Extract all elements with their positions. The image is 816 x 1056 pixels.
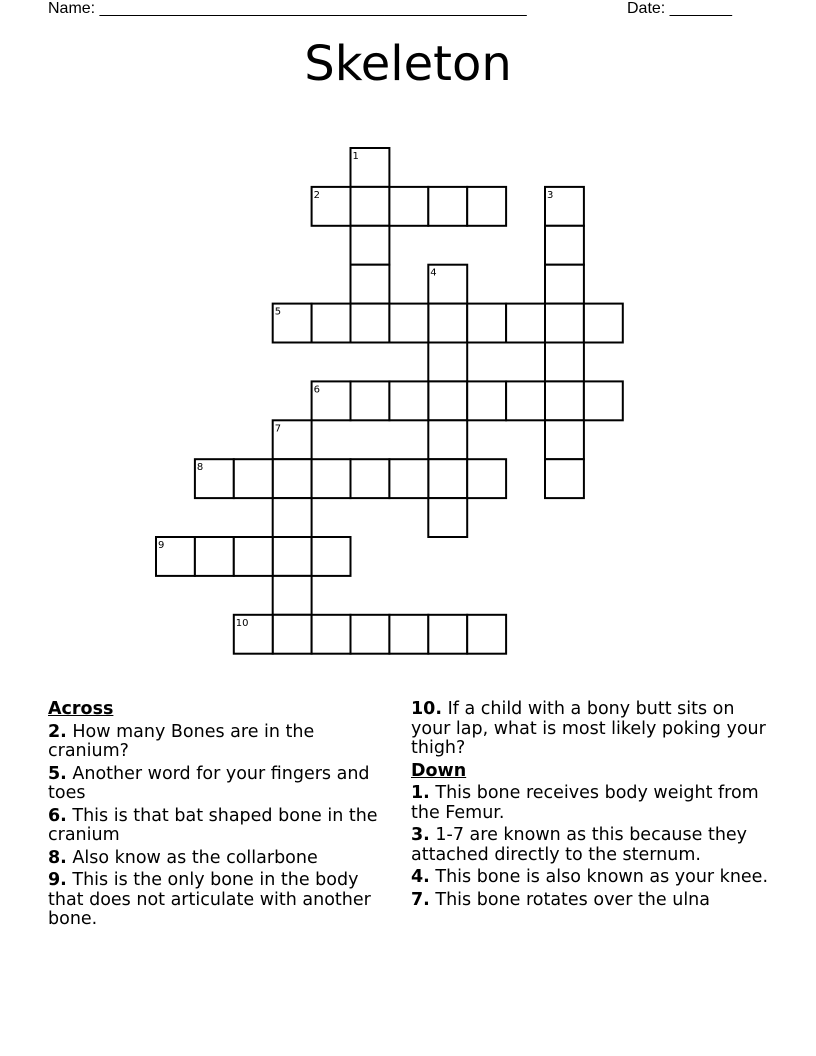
crossword-cell[interactable] [545, 420, 584, 459]
crossword-cell[interactable] [234, 459, 273, 498]
clue-down-1 [411, 784, 771, 823]
cell-number-label: 2 [313, 189, 320, 201]
clue-number: 9. [48, 870, 67, 890]
crossword-cell[interactable] [428, 265, 467, 304]
crossword-cell[interactable] [234, 537, 273, 576]
across-heading: Across [48, 699, 114, 719]
crossword-cell[interactable] [545, 187, 584, 226]
date-field-label[interactable]: Date: _______ [627, 0, 732, 17]
header [48, 0, 748, 20]
crossword-cell[interactable] [195, 537, 234, 576]
crossword-cell[interactable] [312, 459, 351, 498]
clue-down-7 [411, 891, 771, 911]
crossword-cell[interactable] [273, 459, 312, 498]
clue-number: 8. [48, 847, 67, 868]
crossword-cell[interactable] [545, 265, 584, 304]
clue-number: 10. [411, 699, 443, 719]
clue-across-8 [48, 849, 393, 869]
crossword-cell[interactable] [506, 304, 545, 343]
crossword-cell[interactable] [506, 381, 545, 420]
cell-number-label: 4 [430, 267, 437, 279]
clue-number: 4. [411, 867, 430, 887]
cell-number-label: 1 [352, 151, 359, 162]
crossword-cell[interactable] [351, 226, 390, 265]
crossword-cell[interactable] [351, 187, 390, 226]
crossword-cell[interactable] [428, 187, 467, 226]
crossword-cell[interactable] [351, 381, 390, 420]
clue-text: This is that bat shaped bone in the cranium [48, 805, 378, 845]
cell-number-label: 5 [274, 306, 282, 318]
crossword-cell[interactable] [428, 459, 467, 498]
cell-number-label: 8 [196, 462, 204, 474]
crossword-cell[interactable] [351, 265, 390, 304]
crossword-cell[interactable] [273, 615, 312, 654]
crossword-cell[interactable] [467, 459, 506, 498]
clue-number: 1. [411, 783, 430, 803]
crossword-cell[interactable] [351, 304, 390, 343]
crossword-cell[interactable] [273, 576, 312, 615]
crossword-cell[interactable] [428, 304, 467, 343]
crossword-cell[interactable] [545, 226, 584, 265]
cell-number-label: 6 [313, 384, 320, 396]
crossword-cell[interactable] [351, 615, 390, 654]
clue-text: This bone rotates over the ulna [429, 889, 710, 910]
cell-number-label: 9 [158, 540, 165, 551]
crossword-cell[interactable] [428, 381, 467, 420]
crossword-cell[interactable] [389, 187, 428, 226]
clue-down-4 [411, 868, 771, 888]
crossword-cell[interactable] [234, 615, 273, 654]
crossword-cell[interactable] [467, 304, 506, 343]
crossword-cell[interactable] [273, 304, 312, 343]
crossword-cell[interactable] [312, 304, 351, 343]
crossword-cell[interactable] [584, 381, 623, 420]
page-title: Skeleton [304, 36, 512, 92]
clue-number: 2. [48, 721, 67, 742]
crossword-cell[interactable] [389, 381, 428, 420]
clue-across-9 [48, 871, 393, 930]
name-field-label[interactable]: Name: ________________________________________________ [48, 0, 527, 17]
crossword-cell[interactable] [273, 420, 312, 459]
crossword-cell[interactable] [156, 537, 195, 576]
crossword-cell[interactable] [467, 381, 506, 420]
clue-text: Also know as the collarbone [66, 847, 318, 868]
crossword-cell[interactable] [312, 537, 351, 576]
clue-down-3 [411, 826, 771, 865]
crossword-cell[interactable] [545, 381, 584, 420]
clue-number: 7. [411, 889, 430, 910]
cell-number-label: 3 [547, 189, 554, 201]
crossword-cell[interactable] [428, 498, 467, 537]
clue-across-2 [48, 723, 393, 762]
cell-number-label: 10 [235, 617, 249, 629]
crossword-cell[interactable] [428, 343, 467, 382]
down-heading: Down [411, 760, 467, 781]
clue-text: This bone is also known as your knee. [429, 867, 769, 887]
clue-across-6 [48, 807, 393, 846]
clue-across-10 [411, 700, 771, 759]
clues-left-column [48, 700, 393, 933]
crossword-cell[interactable] [351, 148, 390, 187]
clue-number: 5. [48, 763, 67, 784]
crossword-cell[interactable] [312, 615, 351, 654]
clue-text: 1-7 are known as this because they attached directly to the sternum. [411, 825, 748, 865]
crossword-cell[interactable] [545, 304, 584, 343]
crossword-cell[interactable] [389, 304, 428, 343]
clue-text: Another word for your fingers and toes [48, 763, 370, 803]
crossword-cell[interactable] [584, 304, 623, 343]
crossword-cell[interactable] [428, 420, 467, 459]
clue-number: 3. [411, 825, 430, 845]
clues-right-column [411, 700, 771, 913]
crossword-cell[interactable] [389, 615, 428, 654]
crossword-cell[interactable] [273, 537, 312, 576]
clue-number: 6. [48, 805, 67, 826]
crossword-cell[interactable] [195, 459, 234, 498]
crossword-cell[interactable] [389, 459, 428, 498]
crossword-cell[interactable] [351, 459, 390, 498]
clue-text: How many Bones are in the cranium? [48, 721, 315, 761]
clue-text: This is the only bone in the body that does not articulate with another bone. [48, 870, 371, 929]
cell-number-label: 7 [274, 423, 282, 435]
crossword-cell[interactable] [467, 187, 506, 226]
clue-text: If a child with a bony butt sits on your lap, what is most likely poking your thigh? [411, 699, 766, 758]
crossword-cell[interactable] [312, 381, 351, 420]
crossword-cell[interactable] [545, 343, 584, 382]
crossword-cell[interactable] [273, 498, 312, 537]
crossword-cell[interactable] [545, 459, 584, 498]
crossword-cell[interactable] [428, 615, 467, 654]
crossword-cell[interactable] [312, 187, 351, 226]
crossword-cell[interactable] [467, 615, 506, 654]
clue-across-5 [48, 765, 393, 804]
clue-text: This bone receives body weight from the Femur. [411, 783, 759, 823]
